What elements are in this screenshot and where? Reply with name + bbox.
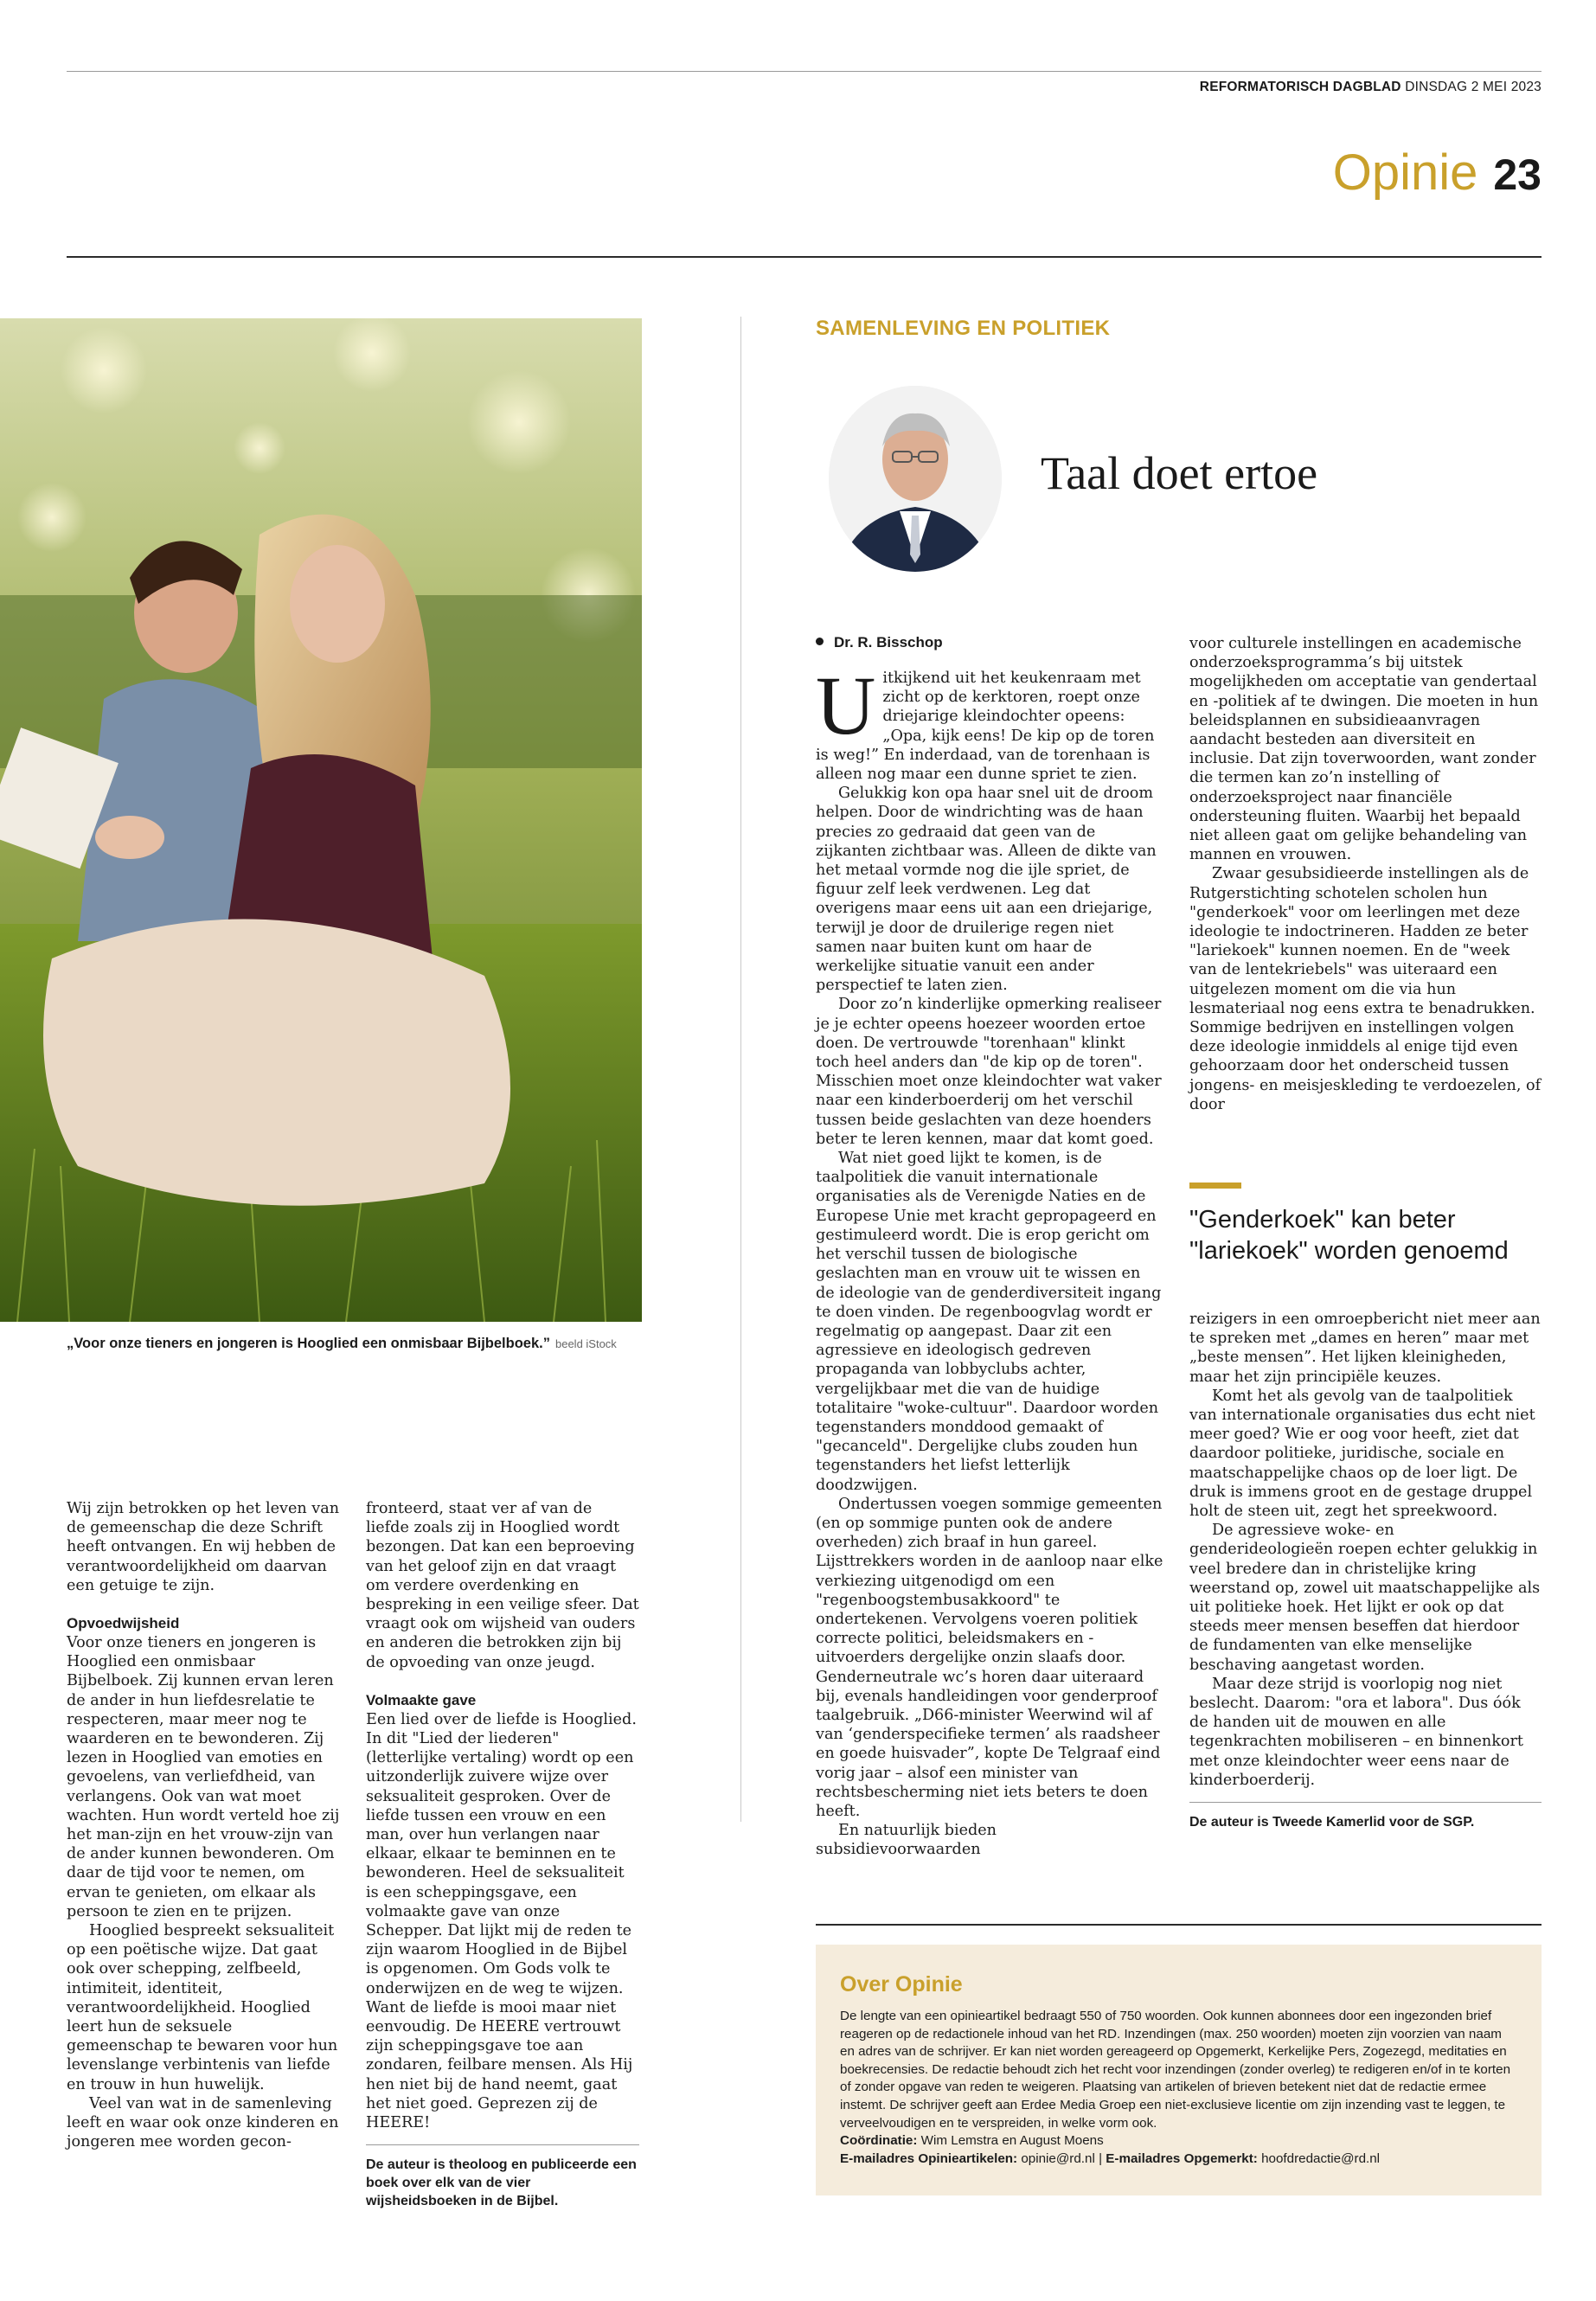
rubric-label: SAMENLEVING EN POLITIEK xyxy=(816,317,1111,340)
section-header xyxy=(1333,144,1542,202)
paragraph: Voor onze tieners en jongeren is Hooglied een onmisbaar Bijbelboek. Zij kunnen ervan leren de ander in hun liefdesrelatie te respecteren, maar meer nog te waarderen en te bewonderen. Zij lezen in Hooglied van emoties en gevoelens, van verliefdheid, van verlangens. Ook van wat moet wachten. Hun wordt verteld hoe zij het man-zijn en het vrouw-zijn van de ander kunnen bewonderen. Om daar de tijd voor te nemen, om ervan te genieten, om elkaar als persoon te zien en te prijzen. xyxy=(67,1634,340,1920)
page-number: 23 xyxy=(1493,151,1542,199)
right-article-column-2-continued xyxy=(1189,1310,1542,1831)
email-opinie-link[interactable]: opinie@rd.nl xyxy=(1021,2150,1095,2166)
over-opinie-text: De lengte van een opinieartikel bedraagt 550 of 750 woorden. Ook kunnen abonnees door een ingezonden brief reageren op de redactionele inhoud van het RD. Inzendingen (max. 250 woorden) moeten zijn voorzien van naam en adres van de schrijver. Er kan niet worden gereageerd op Opgemerkt, Kerkelijke Pers, Zogezegd, meditaties en boekrecensies. De redactie behoudt zich het recht voor inzendingen (zonder overleg) te redigeren en/of in te korten of zonder opgave van reden te weigeren. Plaatsing van artikelen of brieven betekent niet dat de redactie ermee instemt. De schrijver geeft aan Erdee Media Groep een niet-exclusieve licentie om zijn inzending vast te leggen, te verveelvoudigen en te verspreiden, in welke vorm ook. xyxy=(840,2009,1511,2131)
paragraph: En natuurlijk bieden subsidievoorwaarden xyxy=(816,1822,997,1859)
column-divider xyxy=(740,317,741,1822)
issue-date: DINSDAG 2 MEI 2023 xyxy=(1405,80,1542,94)
header-rule xyxy=(67,256,1542,258)
left-article-column-1 xyxy=(67,1499,340,2152)
right-article-column-2 xyxy=(1189,634,1542,1114)
paragraph: De agressieve woke- en genderideologieën roepen echter gelukkig in veel bredere dan in christelijke kring weerstand op, zowel uit maatschappelijke als uit politieke hoek. Het lijkt er ook op dat steeds meer mensen beseffen dat hierdoor de fundamenten van elke menselijke beschaving aangetast worden. xyxy=(1189,1522,1541,1674)
article-photo xyxy=(0,318,642,1322)
paper-name: REFORMATORISCH DAGBLAD xyxy=(1199,80,1401,94)
paragraph: Ondertussen voegen sommige gemeenten (en op sommige punten ook de andere overheden) zich braaf in hun gareel. Lijsttrekkers worden in de aanloop naar elke verkiezing uitgenodigd om een "regenboogstembusakkoord" te ondertekenen. Vervolgens voeren politiek correcte politici, beleidsmakers en -uitvoerders dergelijke onzin slaafs door. Genderneutrale wc’s horen daar uiteraard bij, evenals handleidingen voor genderproof taalgebruik. „D66-minister Weerwind wil af van ‘genderspecifieke termen’ als raadsheer en goede huisvader”, kopte De Telgraaf eind vorig jaar – alsof een minister van rechtsbescherming niet iets beters te doen heeft. xyxy=(816,1495,1163,1820)
photo-caption xyxy=(67,1335,620,1353)
over-opinie-title: Over Opinie xyxy=(840,1972,963,1997)
paragraph: Hooglied bespreekt seksualiteit op een poëtische wijze. Dat gaat ook over schepping, zelfbeeld, intimiteit, identiteit, verantwoordelijkheid. Hooglied leert hun de seksuele gemeenschap te bewaren voor hun levenslange verbintenis van liefde en trouw in hun huwelijk. xyxy=(67,1922,338,2093)
lead-paragraph xyxy=(816,659,1163,784)
paragraph: Een lied over de liefde is Hooglied. In dit "Lied der liederen" (letterlijke vertaling) wordt op een uitzonderlijk zuivere wijze over seksualiteit gesproken. Over de liefde tussen een vrouw en een man, over hun verlangen naar elkaar, elkaar te beminnen en te bewonderen. Heel de seksualiteit is een scheppingsgave, een volmaakte gave van onze Schepper. Dat lijkt mij de reden te zijn waarom Hooglied in de Bijbel is opgenomen. Om Gods volk te onderwijzen en de weg te wijzen. Want de liefde is mooi maar niet eenvoudig. De HEERE vertrouwt zijn scheppingsgave toe aan zondaren, feilbare mensen. Als Hij hen niet bij de hand neemt, gaat het niet goed. Geprezen zij de HEERE! xyxy=(366,1710,637,2132)
paragraph: Komt het als gevolg van de taalpolitiek van internationale organisaties dus echt niet meer goed? Wie er oog voor heeft, ziet dat daardoor politieke, juridische, sociale en maatschappelijke chaos op de loer ligt. De druk is immens groot en de gestage druppel holt de steen uit, zegt het spreekwoord. xyxy=(1189,1387,1535,1521)
over-opinie-body xyxy=(840,2008,1517,2168)
photo-couple-reading-in-grass xyxy=(0,318,642,1322)
email-line xyxy=(840,2150,1517,2169)
top-rule xyxy=(67,71,1542,72)
email-separator: | xyxy=(1099,2150,1103,2166)
email-opgemerkt-link[interactable]: hoofdredactie@rd.nl xyxy=(1261,2150,1381,2166)
paragraph: Wij zijn betrokken op het leven van de gemeenschap die deze Schrift heeft ontvangen. En wij hebben de verantwoordelijkheid om daarvan een getuige te zijn. xyxy=(67,1500,340,1594)
over-opinie-box xyxy=(816,1945,1542,2195)
subheading-volmaakte-gave: Volmaakte gave xyxy=(366,1691,477,1708)
caption-text: „Voor onze tieners en jongeren is Hooglied een onmisbaar Bijbelboek.” xyxy=(67,1336,550,1351)
paragraph: Maar deze strijd is voorlopig nog niet beslecht. Daarom: "ora et labora". Dus óók de handen uit de mouwen en alle tegenkrachten mobiliseren – en binnenkort met onze kleindochter weer eens naar de kinderboerderij. xyxy=(1189,1675,1523,1789)
coordination-line xyxy=(840,2132,1517,2150)
info-box-rule xyxy=(816,1924,1542,1926)
email-opinie-label: E-mailadres Opinieartikelen: xyxy=(840,2150,1018,2166)
paragraph: reizigers in een omroepbericht niet meer aan te spreken met „dames en heren” maar met „beste mensen”. Het lijken kleinigheden, maar het zijn principiële keuzes. xyxy=(1189,1311,1541,1386)
paragraph: voor culturele instellingen en academische onderzoeksprogramma’s bij uitstek mogelijkheden om acceptatie van gendertaal en -politiek af te dwingen. Die moeten in hun beleidsplannen en subsidieaanvragen aandacht besteden aan diversiteit en inclusie. Dat zijn toverwoorden, want zonder die termen kan zo’n instelling of onderzoeksproject naar financiële ondersteuning fluiten. Waarbij het bepaald niet alleen gaat om gelijke behandeling van mannen en vrouwen. xyxy=(1189,635,1539,864)
coordination-label: Coördinatie: xyxy=(840,2133,918,2149)
paragraph: fronteerd, staat ver af van de liefde zoals zij in Hooglied wordt bezongen. Dat kan een beproeving van het geloof zijn en dat vraagt om verdere overdenking en bespreking in een veilige sfeer. Dat vraagt ook om wijsheid van ouders en anderen die betrokken zijn bij de opvoeding van onze jeugd. xyxy=(366,1500,639,1671)
masthead xyxy=(1200,80,1542,95)
drop-cap: U xyxy=(816,659,876,752)
paragraph: Zwaar gesubsidieerde instellingen als de Rutgerstichting schotelen scholen hun "genderkoek" voor om leerlingen met deze ideologie te indoctrineren. Hadden ze beter "lariekoek" kunnen noemen. En de "week van de lentekriebels" was uiteraard een uitgelezen moment om die via hun lesmateriaal nog eens extra te benadrukken. Sommige bedrijven en instellingen volgen deze ideologie inmiddels al enige tijd even gehoorzaam door het onderscheid tussen jongens- en meisjeskleding te verdoezelen, of door xyxy=(1189,865,1542,1113)
coordination-value: Wim Lemstra en August Moens xyxy=(920,2133,1104,2149)
author-portrait xyxy=(829,386,1002,572)
right-author-note: De auteur is Tweede Kamerlid voor de SGP. xyxy=(1189,1802,1542,1831)
pullquote-accent-bar xyxy=(1189,1183,1241,1189)
pullquote: "Genderkoek" kan beter "lariekoek" worden genoemd xyxy=(1189,1206,1509,1265)
left-article-column-2 xyxy=(366,1499,639,2210)
paragraph: Gelukkig kon opa haar snel uit de droom helpen. Door de windrichting was de haan precies zo gedraaid dat geen van de zijkanten zichtbaar was. Alleen de dikte van het metaal vormde nog die ijle spriet, de figuur zelf leek verdwenen. Leg dat overigens maar eens uit aan een driejarige, terwijl je door de druilerige regen niet samen naar buiten kunt om haar de werkelijke situatie vanuit een ander perspectief te laten zien. xyxy=(816,785,1157,995)
right-article-column-1 xyxy=(816,659,1163,1860)
paragraph: Wat niet goed lijkt te komen, is de taalpolitiek die vanuit internationale organisaties als de Verenigde Naties en de Europese Unie met kracht gepropageerd en gestimuleerd wordt. Die is erop gericht om het verschil tussen de biologische geslachten man en vrouw uit te wissen en de ideologie van de genderdiversiteit ingang te doen vinden. De regenboogvlag wordt er regelmatig op aangepast. Daar zit een agressieve en ideologisch gedreven propaganda van lobbyclubs achter, vergelijkbaar met die van de huidige totalitaire "woke-cultuur". Daardoor worden tegenstanders monddood gemaakt of "gecanceld". Dergelijke clubs zouden hun tegenstanders het liefst letterlijk doodzwijgen. xyxy=(816,1150,1162,1494)
bullet-icon xyxy=(816,638,824,645)
email-opgemerkt-label: E-mailadres Opgemerkt: xyxy=(1106,2150,1258,2166)
subheading-opvoedwijsheid: Opvoedwijsheid xyxy=(67,1615,180,1632)
lead-text: itkijkend uit het keukenraam met zicht op de kerktoren, roept onze driejarige kleindochter opeens: „Opa, kijk eens! De kip op de toren is weg!” En inderdaad, van de torenhaan is alleen nog maar een dunne spriet te zien. xyxy=(816,670,1155,784)
photo-credit: beeld iStock xyxy=(554,1337,617,1350)
paragraph: Door zo’n kinderlijke opmerking realiseer je je echter opeens hoezeer woorden ertoe doen. De vertrouwde "torenhaan" klinkt toch heel anders dan "de kip op de toren". Misschien moet onze kleindochter wat vaker naar een kinderboerderij om het verschil tussen beide geslachten van deze hoenders beter te leren kennen, maar dat komt goed. xyxy=(816,996,1162,1148)
paragraph: Veel van wat in de samenleving leeft en waar ook onze kinderen en jongeren mee worden gecon- xyxy=(67,2094,339,2151)
author-name: Dr. R. Bisschop xyxy=(834,634,943,651)
byline xyxy=(816,634,943,651)
section-name: Opinie xyxy=(1332,144,1478,201)
left-author-note: De auteur is theoloog en publiceerde een boek over elk van de vier wijsheidsboeken in de Bijbel. xyxy=(366,2144,639,2210)
article-title: Taal doet ertoe xyxy=(1041,447,1318,499)
portrait-man-in-suit xyxy=(829,386,1002,572)
